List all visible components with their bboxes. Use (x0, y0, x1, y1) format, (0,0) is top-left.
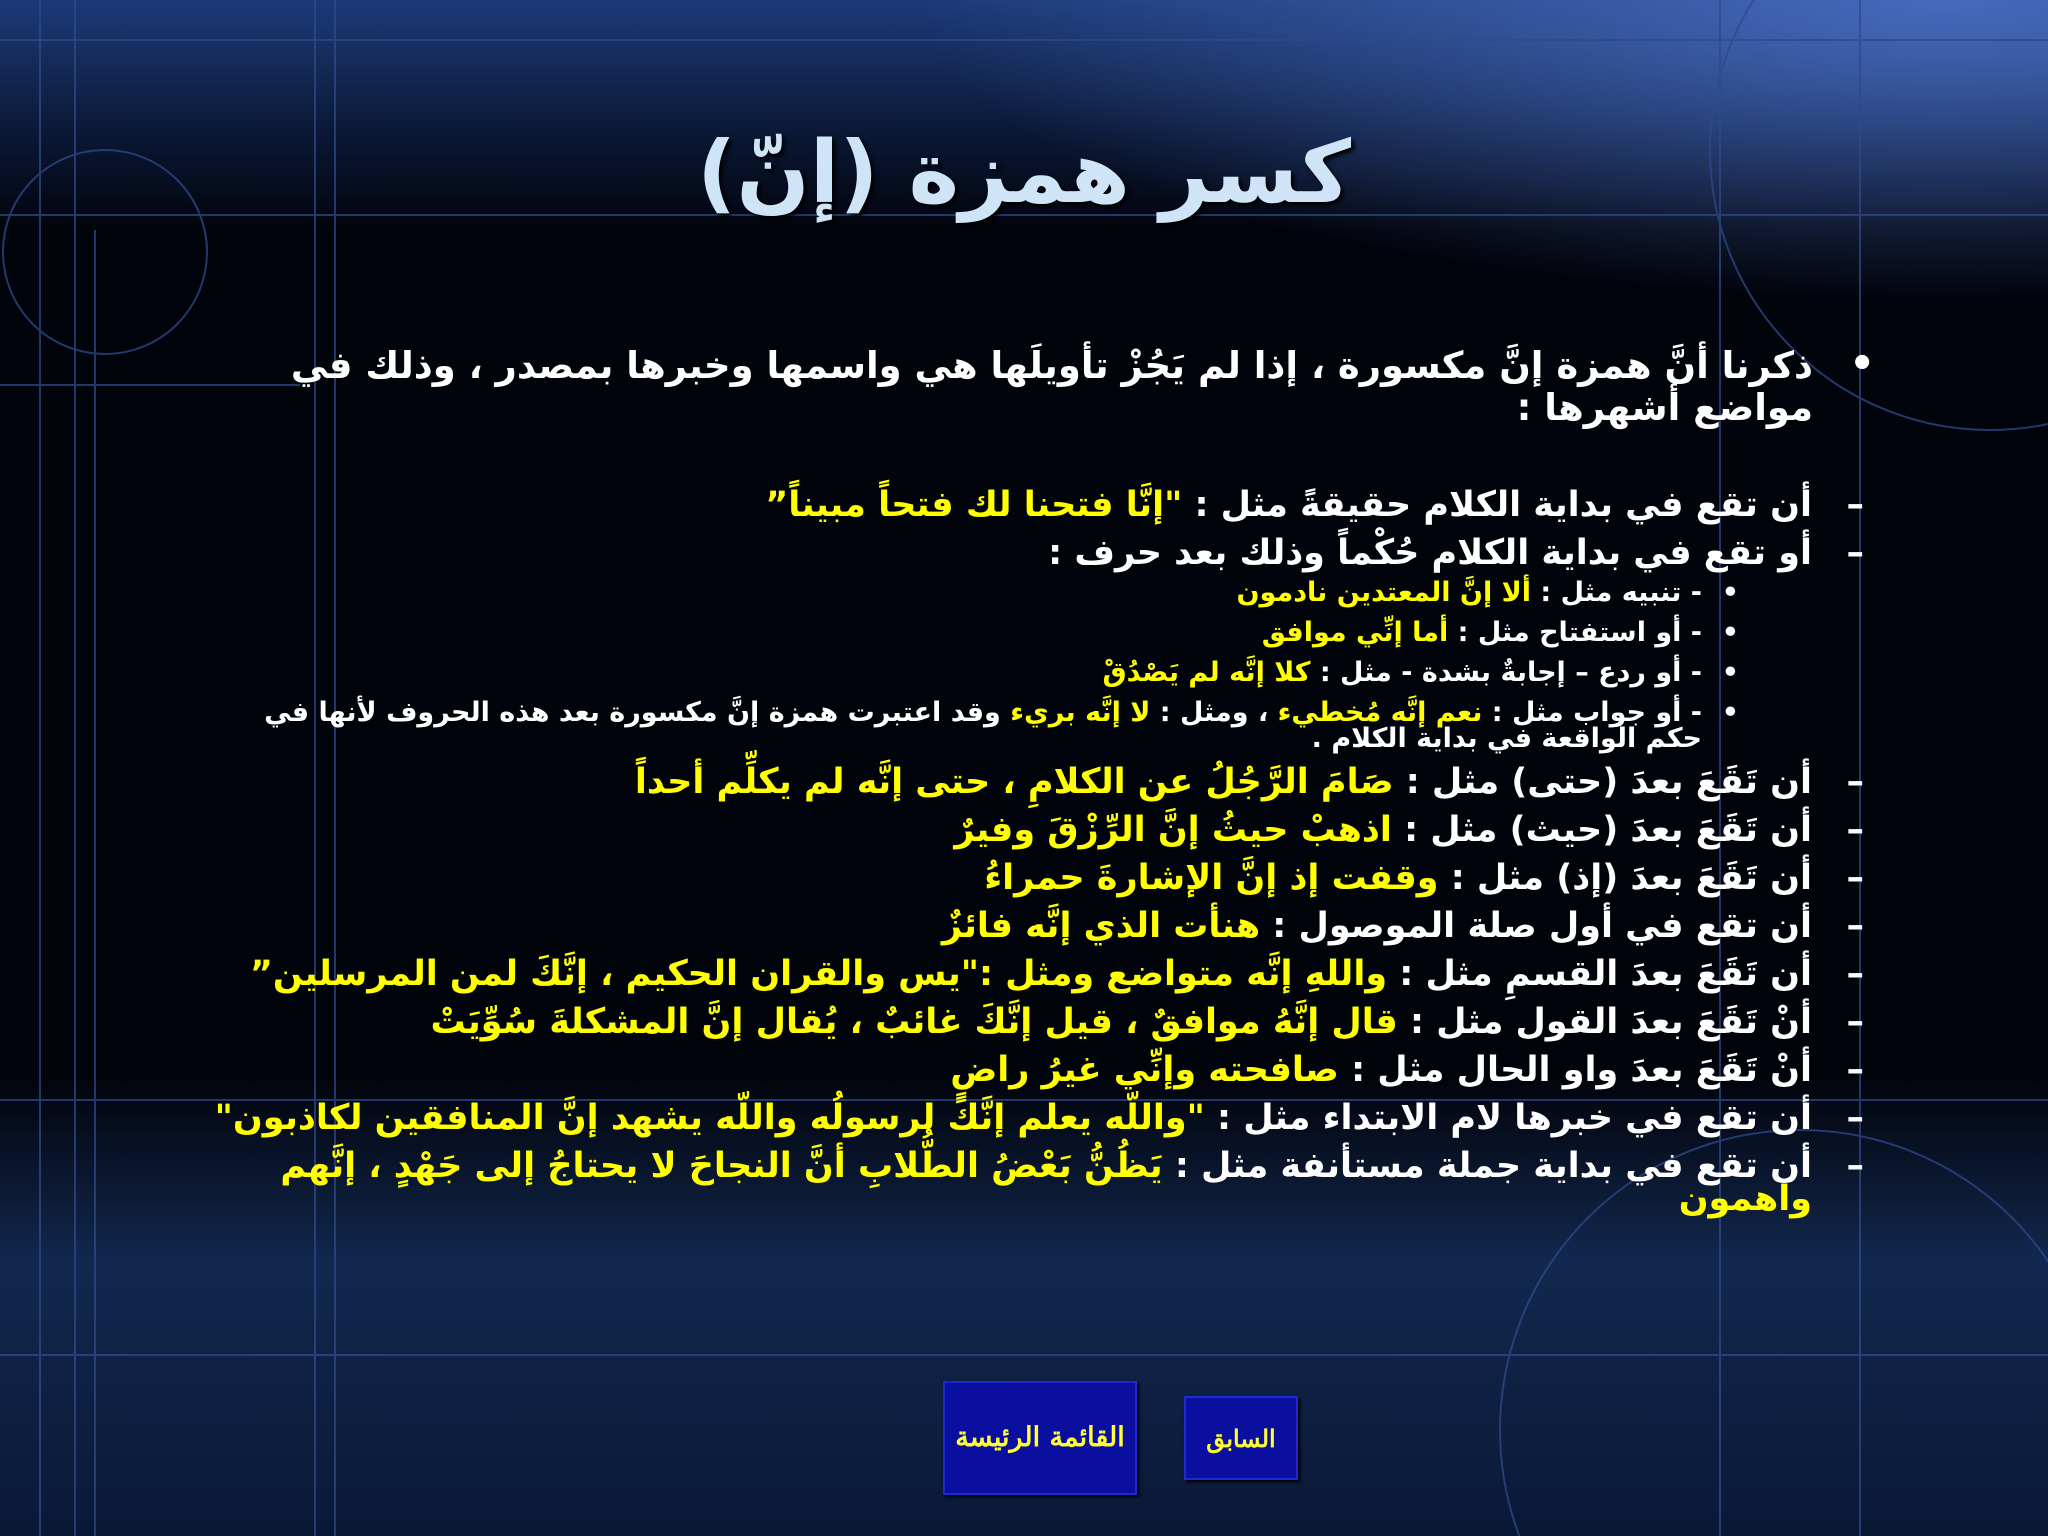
item-example: وقفت إذ إنَّ الإشارةَ حمراءُ (984, 858, 1439, 898)
sub-list-item (250, 657, 1900, 688)
item-example: "إنَّا فتحنا لك فتحاً مبيناً” (765, 485, 1183, 525)
bullet-icon: • (1721, 577, 1739, 608)
item-text: أو تقع في بداية الكلام حُكْماً وذلك بعد حرف : (1048, 533, 1812, 573)
sub-list-item (250, 697, 1900, 754)
intro-text: ذكرنا أنَّ همزة إنَّ مكسورة ، إذا لم يَجُزْ تأويلَها هي واسمها وخبرها بمصدر ، وذلك في مواضع أشهرها : (290, 344, 1813, 429)
item-example: هنأت الذي إنَّه فائزٌ (941, 906, 1261, 946)
sub-item-text: - أو ردع – إجابةٌ بشدة - مثل : (1310, 657, 1702, 688)
item-text: أن تَقَعَ بعدَ (حيث) مثل : (1391, 810, 1812, 850)
sub-item-text: - أو جواب مثل : (1482, 697, 1702, 728)
item-text: أن تَقَعَ بعدَ القسمِ مثل : (1387, 954, 1812, 994)
sub-item-example: نعم إنَّه مُخطيء (1277, 697, 1483, 728)
item-example: اذهبْ حيثُ إنَّ الرِّزْقَ وفيرٌ (954, 810, 1392, 850)
sub-item-text: - تنبيه مثل : (1530, 577, 1702, 608)
list-item (180, 1002, 1900, 1042)
item-example: واللهِ إنَّه متواضع ومثل :"يس والقران الحكيم ، إنَّكَ لمن المرسلين” (249, 954, 1388, 994)
list-item (180, 762, 1900, 802)
slide-title: كسر همزة (إنّ) (697, 123, 1351, 223)
dash-icon: – (1846, 762, 1864, 802)
dash-icon: – (1846, 533, 1864, 573)
dash-icon: – (1846, 906, 1864, 946)
list-item (180, 906, 1900, 946)
item-text: أن تقع في بداية جملة مستأنفة مثل : (1162, 1146, 1812, 1186)
bullet-icon: • (1721, 697, 1739, 728)
sub-item-tail: وقد اعتبرت همزة إنَّ مكسورة بعد هذه الحروف لأنها في حكم الواقعة في بداية الكلام . (264, 697, 1702, 754)
list-item (180, 858, 1900, 898)
sub-list (180, 577, 1900, 754)
rule-list (180, 485, 1900, 1219)
dash-icon: – (1846, 1002, 1864, 1042)
dash-icon: – (1846, 954, 1864, 994)
sub-item-example: كلا إنَّه لم يَصْدُقْ (1102, 657, 1311, 688)
sub-item-example: لا إنَّه بريء (1010, 697, 1151, 728)
bullet-icon: • (1721, 617, 1739, 648)
sub-list-item (250, 577, 1900, 608)
list-item (180, 1050, 1900, 1090)
bullet-icon: • (1721, 657, 1739, 688)
item-text: أن تقع في خبرها لام الابتداء مثل : (1204, 1098, 1812, 1138)
dash-icon: – (1846, 810, 1864, 850)
item-example: قال إنَّهُ موافقٌ ، قيل إنَّكَ غائبٌ ، يُقال إنَّ المشكلةَ سُوِّيَتْ (430, 1002, 1398, 1042)
dash-icon: – (1846, 1050, 1864, 1090)
item-example: صافحته وإنِّي غيرُ راضٍ (950, 1050, 1339, 1090)
main-menu-button[interactable]: القائمة الرئيسة (943, 1381, 1137, 1495)
previous-button[interactable]: السابق (1184, 1396, 1298, 1480)
sub-item-example: ألا إنَّ المعتدين نادمون (1236, 577, 1531, 608)
slide-content (180, 341, 1900, 1231)
item-text: أنْ تَقَعَ بعدَ القول مثل : (1397, 1002, 1812, 1042)
sub-item-example: أما إنِّي موافق (1261, 617, 1449, 648)
dash-icon: – (1846, 858, 1864, 898)
bullet-icon: • (1849, 341, 1875, 387)
item-example: يَظُنُّ بَعْضُ الطُّلابِ أنَّ النجاحَ لا يحتاجُ إلى جَهْدٍ ، إنَّهم واهمون (280, 1146, 1812, 1219)
dash-icon: – (1846, 1146, 1864, 1186)
intro-paragraph (180, 341, 1900, 429)
list-item (180, 954, 1900, 994)
item-example: "واللّه يعلم إنَّكَ لرسولُه واللّه يشهد إنَّ المنافقين لكاذبون" (214, 1098, 1205, 1138)
list-item (180, 1098, 1900, 1138)
item-text: أن تقع في بداية الكلام حقيقةً مثل : (1182, 485, 1812, 525)
list-item (180, 810, 1900, 850)
item-text: أن تَقَعَ بعدَ (حتى) مثل : (1393, 762, 1812, 802)
sub-item-mid: ، ومثل : (1150, 697, 1278, 728)
list-item (180, 485, 1900, 525)
sub-list-item (250, 617, 1900, 648)
item-text: أن تَقَعَ بعدَ (إذ) مثل : (1438, 858, 1812, 898)
list-item (180, 533, 1900, 573)
dash-icon: – (1846, 1098, 1864, 1138)
list-item (180, 1146, 1900, 1219)
item-text: أنْ تَقَعَ بعدَ واو الحال مثل : (1338, 1050, 1812, 1090)
sub-item-text: - أو استفتاح مثل : (1448, 617, 1702, 648)
item-example: صَامَ الرَّجُلُ عن الكلامِ ، حتى إنَّه لم يكلِّم أحداً (634, 762, 1394, 802)
dash-icon: – (1846, 485, 1864, 525)
item-text: أن تقع في أول صلة الموصول : (1260, 906, 1812, 946)
